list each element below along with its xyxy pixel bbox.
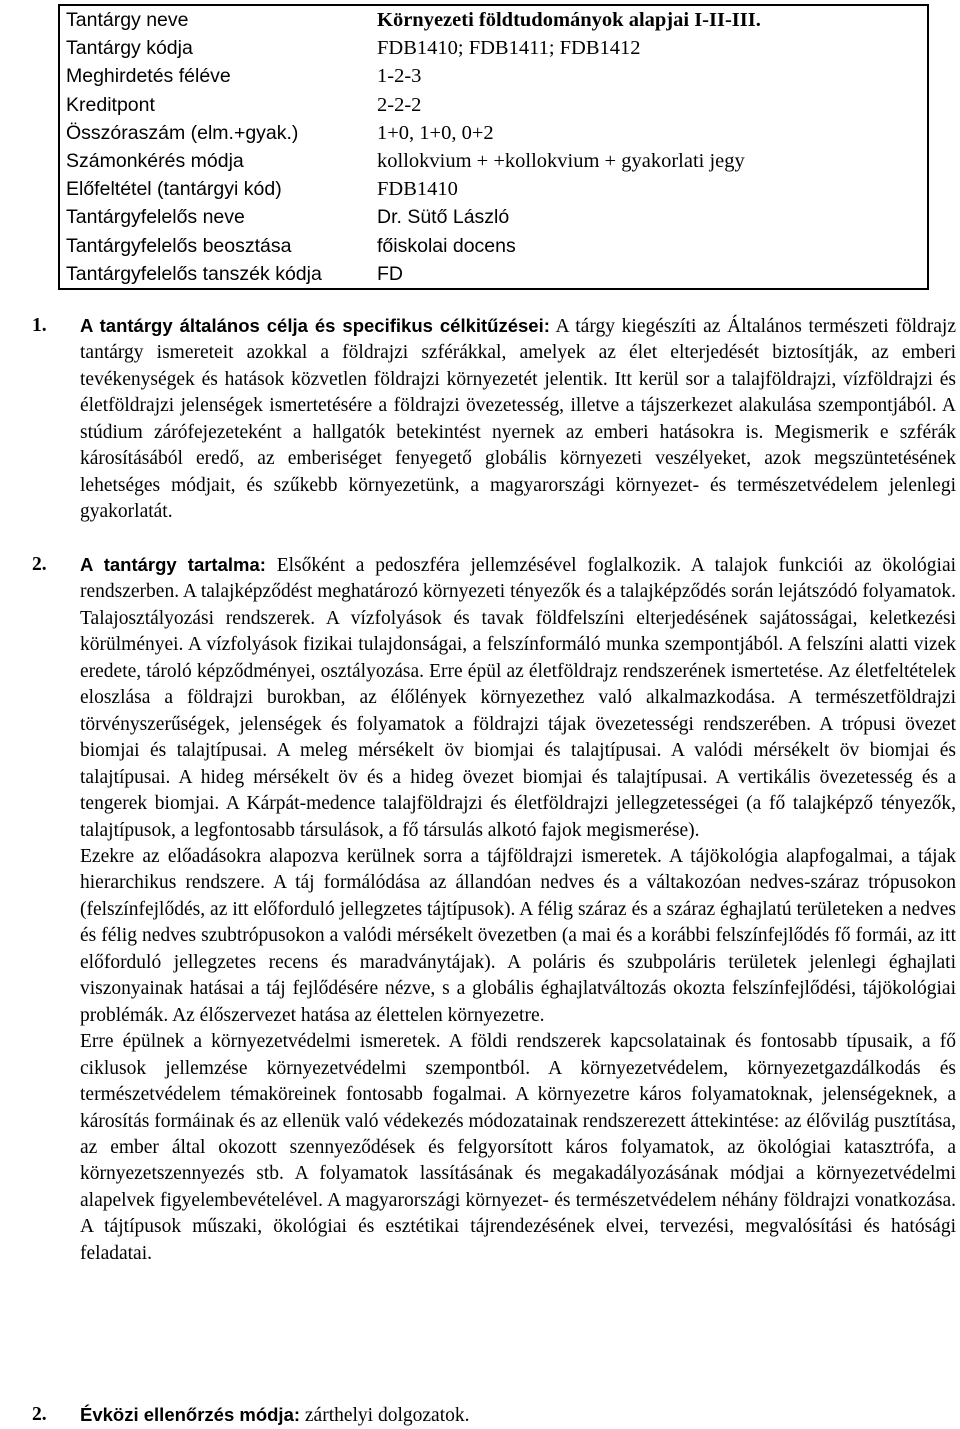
- info-key: Tantárgyfelelős tanszék kódja: [66, 262, 322, 285]
- info-row: [59, 232, 928, 260]
- info-row: [59, 91, 928, 119]
- section-2-paragraph: Elsőként a pedoszféra jellemzésével foglalkozik. A talajok funkciói az ökológiai rendszerben. A talajképződést meghatározó környezeti tényezők és a talajképződés során lejátszódó folyamatok. Talajosztályozási rendszerek. A vízfolyások és tavak földfelszíni elterjedésének sajátosságai, keletkezési körülményei. A vízfolyások fizikai tulajdonságai, a felszínformáló munka szempontjából. A felszíni alatti vizek eredete, tároló képződményei, osztályozása. Erre épül az életföldrajz rendszerének ismertetése. Az életfeltételek eloszlása a földrajzi burokban, az élőlények környezethez való alkalmazkodása. A természetföldrajzi törvényszerűségek, jelenségek és folyamatok a földrajzi tájak övezetességi rendszerében. A trópusi övezet biomjai és talajtípusai. A meleg mérsékelt öv biomjai és talajtípusai. A valódi mérsékelt öv biomjai és talajtípusai. A hideg mérsékelt öv és a hideg övezet biomjai és talajtípusai. A vertikális övezetesség és a tengerek biomjai. A Kárpát-medence talajföldrajzi és életföldrajzi jellegzetességei (a fő talajképző tényezők, talajtípusok, a legfontosabb társulások, a fő társulás alkotó fajok megismerése).: [80, 555, 957, 841]
- info-key: Tantárgy kódja: [66, 37, 193, 60]
- section-2-paragraph: Ezekre az előadásokra alapozva kerülnek sorra a tájföldrajzi ismeretek. A tájökológia alapfogalmai, a tájak hierarchikus rendszere. A táj formálódása az állandóan nedves és a váltakozóan nedves-száraz trópusokon (felszínfejlődés, az itt előforduló jellegzetes tájtípusok). A félig száraz és a száraz éghajlatú területeken a nedves és félig nedves szubtrópusokon a valódi mérsékelt övezetben (a mai és a korábbi felszínfejlődés fő formái, az itt előforduló jellegzetes recens és maradványtájak). A poláris és szubpoláris területek jelenlegi éghajlati viszonyainak hatásai a táj fejlődésére nézve, s a globális éghajlatváltozás okozta felszínfejlődési, tájökológiai problémák. Az élőszervezet hatása az élettelen környezetre.: [80, 845, 956, 1026]
- info-key: Tantárgyfelelős neve: [66, 206, 245, 229]
- section-2-paragraph: Erre épülnek a környezetvédelmi ismeretek. A földi rendszerek kapcsolatainak és fontosabb típusaik, a fő ciklusok jellemzése környezetvédelmi szempontból. A környezetvédelem, környezetgazdálkodás és természetvédelem témaköreinek fontosabb fogalmai. A környezetre káros folyamatoknak, jelenségeknek, a károsítás formáinak és az ellenük való védekezés módozatainak rendszerezett áttekintése: az élővilág pusztítása, az ember által okozott szennyeződések és felgyorsított káros folyamatok, az ökológiai katasztrófa, a környezetszennyezés stb. A folyamatok lassításának és megakadályozásának módjai a környezetvédelmi alapelvek figyelembevételével. A magyarországi környezet- és természetvédelem néhány földrajzi vonatkozása. A tájtípusok műszaki, ökológiai és esztétikai tájrendezésének elvei, tervezési, megvalósítási és hatósági feladatai.: [80, 1031, 956, 1264]
- section-2-number: 2.: [32, 554, 47, 575]
- info-value: 1+0, 1+0, 0+2: [377, 121, 494, 144]
- section-3-body: [80, 1402, 956, 1429]
- info-value: FDB1410: [377, 178, 458, 201]
- info-value: kollokvium + +kollokvium + gyakorlati jegy: [377, 150, 745, 173]
- info-value: 1-2-3: [377, 65, 422, 88]
- info-value: FD: [377, 262, 403, 285]
- course-info-table: [58, 4, 929, 290]
- info-row: [59, 147, 928, 175]
- info-value: Dr. Sütő László: [377, 206, 510, 229]
- info-key: Számonkérés módja: [66, 150, 244, 173]
- info-row: [59, 260, 928, 289]
- section-1-body: [80, 313, 956, 526]
- section-2-body: [80, 552, 956, 1267]
- section-3-number: 2.: [32, 1404, 47, 1425]
- info-row: [59, 203, 928, 231]
- info-row: [59, 62, 928, 90]
- section-2-heading: A tantárgy tartalma:: [80, 554, 266, 575]
- info-value: főiskolai docens: [377, 234, 516, 257]
- info-row: [59, 5, 928, 34]
- info-key: Kreditpont: [66, 93, 155, 116]
- info-value: FDB1410; FDB1411; FDB1412: [377, 37, 641, 60]
- section-3-heading: Évközi ellenőrzés módja:: [80, 1404, 301, 1425]
- section-3-text: zárthelyi dolgozatok.: [304, 1405, 470, 1426]
- info-key: Meghirdetés féléve: [66, 65, 231, 88]
- info-value: 2-2-2: [377, 93, 422, 116]
- info-row: [59, 34, 928, 62]
- info-key: Tantárgy neve: [66, 9, 189, 31]
- section-1-number: 1.: [32, 315, 47, 336]
- info-row: [59, 119, 928, 147]
- info-row: [59, 175, 928, 203]
- section-1-text: A tárgy kiegészíti az Általános természeti földrajz tantárgy ismereteit azokkal a földrajzi szférákkal, amelyek az élet elterjedését biztosítják, az emberi tevékenységek és hatások közvetlen földrajzi környezetét jelentik. Itt kerül sor a talajföldrajzi, vízföldrajzi és életföldrajzi jelenségek ismertetésére a földrajzi övezetesség, illetve a tájszerkezet alakulása szempontjából. A stúdium zárófejezeteként a hallgatók betekintést nyernek az emberi hatásokra is. Megismerik e szférák károsításából eredő, az emberiséget fenyegető globális környezeti veszélyeket, azok megszüntetésének lehetséges módjait, és szűkebb környezetünk, a magyarországi környezet- és természetvédelem jelenlegi gyakorlatát.: [80, 316, 957, 523]
- info-key: Előfeltétel (tantárgyi kód): [66, 178, 282, 201]
- info-key: Összóraszám (elm.+gyak.): [66, 121, 299, 144]
- info-value: Környezeti földtudományok alapjai I-II-III.: [377, 9, 761, 31]
- section-1-heading: A tantárgy általános célja és specifikus célkitűzései:: [80, 315, 550, 336]
- info-key: Tantárgyfelelős beosztása: [66, 234, 292, 257]
